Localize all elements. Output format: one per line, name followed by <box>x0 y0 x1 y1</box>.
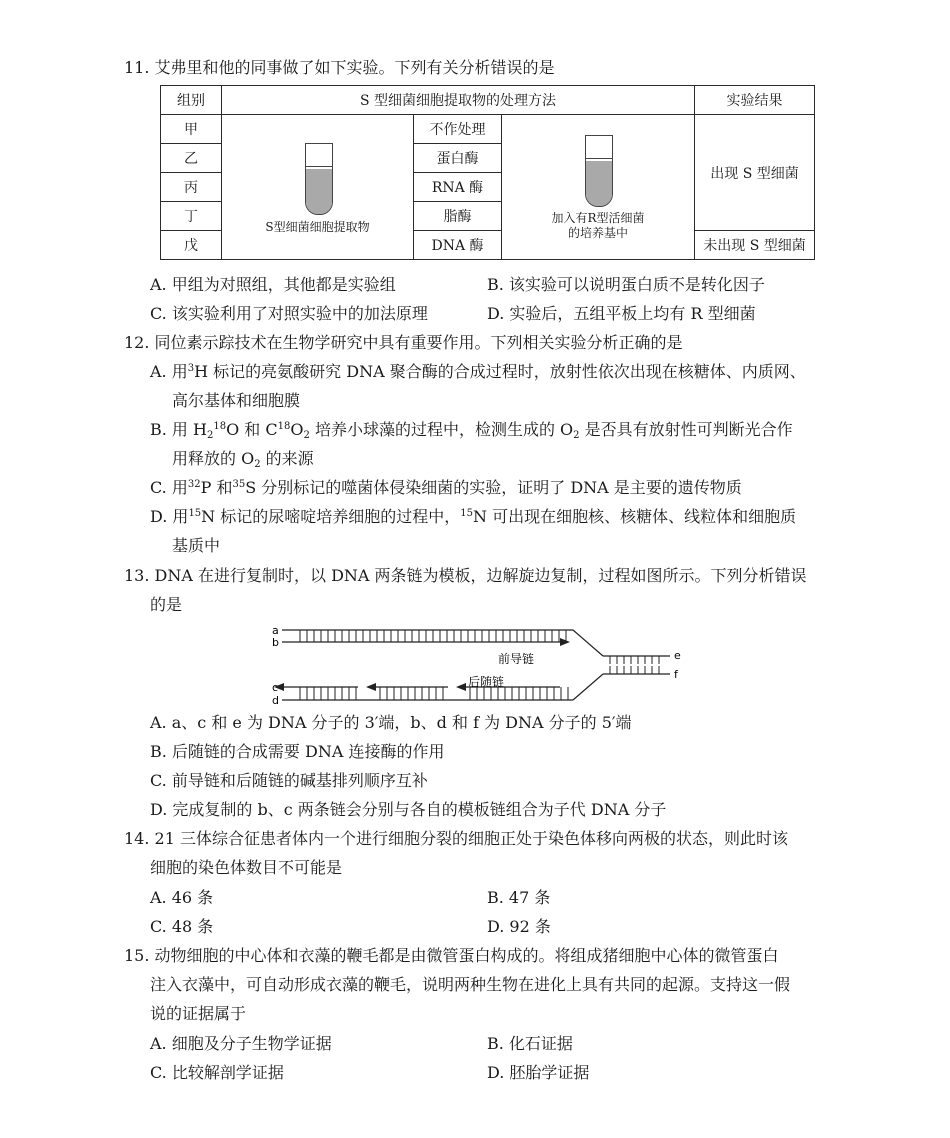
text-segment: H 标记的亮氨酸研究 DNA 聚合酶的合成过程时，放射性依次出现在核糖体、内质网、 <box>194 362 806 381</box>
treatment-cell: RNA 酶 <box>414 173 502 202</box>
table-header-method: S 型细菌细胞提取物的处理方法 <box>222 86 695 115</box>
table-header-result: 实验结果 <box>695 86 815 115</box>
q15-option-d[interactable]: D. 胚胎学证据 <box>487 1063 590 1082</box>
lagging-arrowhead <box>456 683 466 691</box>
leading-arrowhead <box>560 638 570 646</box>
extract-tube-label: S型细菌细胞提取物 <box>265 220 370 234</box>
medium-tube-label-2: 的培养基中 <box>568 226 629 240</box>
extract-test-tube <box>305 143 333 215</box>
q12-stem: 12. 同位素示踪技术在生物学研究中具有重要作用。下列相关实验分析正确的是 <box>124 333 683 352</box>
label-b: b <box>272 636 279 649</box>
extract-tube-cell <box>222 115 414 260</box>
isotope-superscript: 15 <box>460 508 473 519</box>
medium-test-tube <box>585 135 613 207</box>
isotope-superscript: 35 <box>232 479 246 490</box>
q13-option-d[interactable]: D. 完成复制的 b、c 两条链会分别与各自的模板链组合为子代 DNA 分子 <box>150 800 667 819</box>
q12-option-d[interactable] <box>150 507 796 527</box>
q14-option-c[interactable]: C. 48 条 <box>150 917 214 936</box>
q12-option-c[interactable] <box>150 478 742 498</box>
treatment-cell: 脂酶 <box>414 202 502 231</box>
subscript: 2 <box>254 459 261 470</box>
q11-option-c[interactable]: C. 该实验利用了对照实验中的加法原理 <box>150 304 428 323</box>
isotope-superscript: 3 <box>187 363 195 374</box>
leading-strand-label: 前导链 <box>498 652 535 666</box>
subscript: 2 <box>206 430 214 441</box>
text-segment: 用释放的 O <box>172 449 255 468</box>
text-segment: B. 用 H <box>150 420 207 439</box>
medium-tube-label-1: 加入有R型活细菌 <box>551 211 645 225</box>
q15-option-b[interactable]: B. 化石证据 <box>487 1034 573 1053</box>
result-negative: 未出现 S 型细菌 <box>695 231 815 260</box>
q15-stem: 15. 动物细胞的中心体和衣藻的鞭毛都是由微管蛋白构成的。将组成猪细胞中心体的微管蛋白 <box>124 946 779 965</box>
q13-stem: 13. DNA 在进行复制时，以 DNA 两条链为模板，边解旋边复制，过程如图所示。下列分析错误 <box>124 566 807 585</box>
treatment-cell: 蛋白酶 <box>414 144 502 173</box>
q13-stem-continued: 的是 <box>150 595 183 614</box>
text-segment: P 和 <box>200 478 233 497</box>
label-f: f <box>674 668 678 681</box>
text-segment: 是否具有放射性可判断光合作 <box>579 420 793 439</box>
q11-option-d[interactable]: D. 实验后，五组平板上均有 R 型细菌 <box>487 304 756 323</box>
result-positive: 出现 S 型细菌 <box>695 115 815 231</box>
label-e: e <box>674 649 681 662</box>
treatment-cell: 不作处理 <box>414 115 502 144</box>
text-segment: D. 用 <box>150 507 189 526</box>
dna-replication-diagram <box>270 618 690 710</box>
q11-option-b[interactable]: B. 该实验可以说明蛋白质不是转化因子 <box>487 275 765 294</box>
lagging-arrowhead <box>366 683 376 691</box>
text-segment: S 分别标记的噬菌体侵染细菌的实验，证明了 DNA 是主要的遗传物质 <box>245 478 742 497</box>
q13-option-a[interactable]: A. a、c 和 e 为 DNA 分子的 3′端，b、d 和 f 为 DNA 分子的 5′端 <box>150 713 632 732</box>
isotope-superscript: 18 <box>213 421 227 432</box>
q14-stem: 14. 21 三体综合征患者体内一个进行细胞分裂的细胞正处于染色体移向两极的状态，则此时该 <box>124 829 788 848</box>
text-segment: 的来源 <box>260 449 314 468</box>
q12-option-a-continued: 高尔基体和细胞膜 <box>172 391 301 410</box>
text-segment: O <box>290 420 304 439</box>
subscript: 2 <box>303 430 310 441</box>
q14-option-a[interactable]: A. 46 条 <box>150 888 214 907</box>
group-cell: 丙 <box>161 173 222 202</box>
group-cell: 戊 <box>161 231 222 260</box>
lagging-strand-label: 后随链 <box>468 675 505 689</box>
isotope-superscript: 18 <box>277 421 291 432</box>
group-cell: 乙 <box>161 144 222 173</box>
q13-option-b[interactable]: B. 后随链的合成需要 DNA 连接酶的作用 <box>150 742 445 761</box>
text-segment: N 标记的尿嘧啶培养细胞的过程中， <box>201 507 461 526</box>
group-cell: 甲 <box>161 115 222 144</box>
label-a: a <box>272 624 279 637</box>
text-segment: A. 用 <box>150 362 188 381</box>
text-segment: C. 用 <box>150 478 188 497</box>
isotope-superscript: 15 <box>188 508 202 519</box>
label-c: c <box>272 681 279 694</box>
label-d: d <box>272 694 279 707</box>
q11-stem: 11. 艾弗里和他的同事做了如下实验。下列有关分析错误的是 <box>124 58 555 77</box>
q15-stem-continued: 说的证据属于 <box>150 1004 247 1023</box>
text-segment: O 和 C <box>226 420 278 439</box>
q13-option-c[interactable]: C. 前导链和后随链的碱基排列顺序互补 <box>150 771 428 790</box>
q14-stem-continued: 细胞的染色体数目不可能是 <box>150 858 343 877</box>
subscript: 2 <box>573 430 580 441</box>
q11-experiment-table <box>160 85 815 260</box>
q11-option-a[interactable]: A. 甲组为对照组，其他都是实验组 <box>150 275 396 294</box>
q15-stem-continued: 注入衣藻中，可自动形成衣藻的鞭毛，说明两种生物在进化上具有共同的起源。支持这一假 <box>150 975 791 994</box>
q12-option-b[interactable] <box>150 420 793 440</box>
q14-option-d[interactable]: D. 92 条 <box>487 917 551 936</box>
q12-option-b-continued <box>172 449 314 469</box>
q12-option-d-continued: 基质中 <box>172 536 221 555</box>
table-header-group: 组别 <box>161 86 222 115</box>
group-cell: 丁 <box>161 202 222 231</box>
treatment-cell: DNA 酶 <box>414 231 502 260</box>
q15-option-c[interactable]: C. 比较解剖学证据 <box>150 1063 284 1082</box>
q15-option-a[interactable]: A. 细胞及分子生物学证据 <box>150 1034 332 1053</box>
isotope-superscript: 32 <box>187 479 201 490</box>
text-segment: N 可出现在细胞核、核糖体、线粒体和细胞质 <box>473 507 797 526</box>
q12-option-a[interactable] <box>150 362 806 382</box>
text-segment: 培养小球藻的过程中，检测生成的 O <box>309 420 574 439</box>
medium-tube-cell <box>502 115 695 260</box>
q14-option-b[interactable]: B. 47 条 <box>487 888 551 907</box>
